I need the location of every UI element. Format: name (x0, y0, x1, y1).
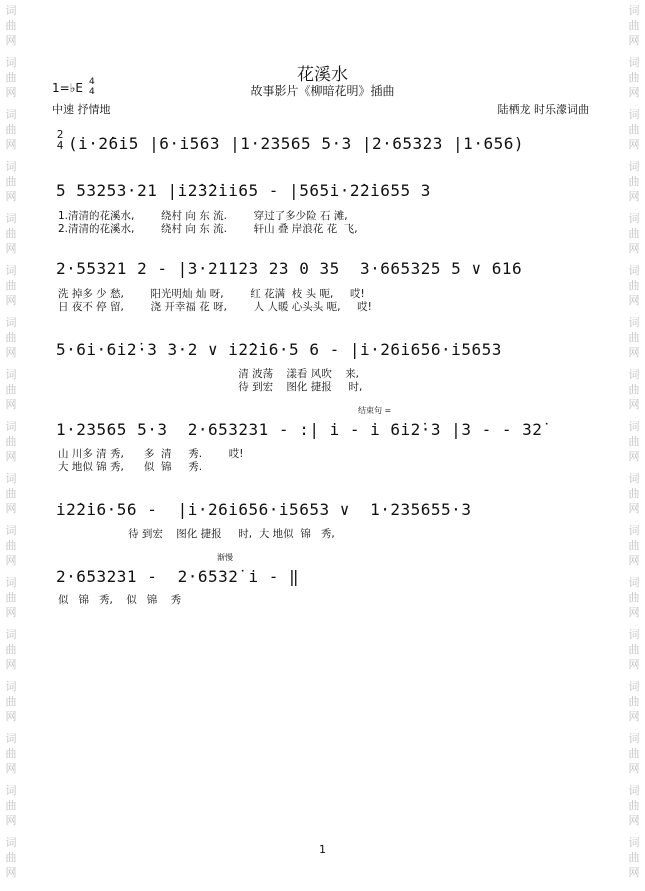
watermark-char: 词 (628, 784, 640, 797)
watermark-column-left (0, 0, 22, 891)
watermark-char: 词 (5, 56, 17, 69)
watermark-char: 网 (5, 450, 17, 463)
time-signature-top: 4 (89, 77, 95, 87)
watermark-char: 词 (628, 680, 640, 693)
score-system-7-notes: 2·653231 - 2·6532̇ i - ‖ (56, 567, 300, 586)
watermark-char: 网 (5, 398, 17, 411)
watermark-char: 曲 (628, 695, 640, 708)
watermark-char: 网 (5, 346, 17, 359)
page-number: 1 (319, 843, 326, 856)
score-system-5-notes: 1·23565 5·3 2·653231 - :| i - i 6i2̇·3 |3 - - 32̇ (56, 420, 543, 439)
composer-credit: 陆栖龙 时乐濛词曲 (497, 103, 589, 116)
watermark-char: 词 (5, 316, 17, 329)
watermark-char: 网 (628, 710, 640, 723)
coda-marker: 结束句 = (358, 406, 392, 415)
watermark-char: 曲 (628, 851, 640, 864)
watermark-char: 网 (628, 398, 640, 411)
watermark-char: 词 (628, 56, 640, 69)
lyric-line: 2.清清的花溪水, 绕村 向 东 流. 轩山 叠 岸浪花 花 飞, (58, 223, 358, 235)
watermark-char: 词 (5, 524, 17, 537)
watermark-char: 词 (5, 160, 17, 173)
watermark-column-right (623, 0, 645, 891)
watermark-char: 词 (628, 472, 640, 485)
score-system-3-notes: 2·55321 2 - |3·21123 23 0 35 3·665325 5 ∨ 616 (56, 259, 523, 278)
watermark-char: 网 (5, 866, 17, 879)
key-signature: 1=♭E (52, 81, 83, 95)
lyric-line: 1.清清的花溪水, 绕村 向 东 流. 穿过了多少险 石 滩, (58, 210, 348, 222)
watermark-char: 网 (628, 866, 640, 879)
watermark-char: 曲 (5, 747, 17, 760)
meter-marking (56, 129, 64, 151)
watermark-char: 词 (5, 472, 17, 485)
lyric-line: 山 川多 清 秀, 多 清 秀. 哎! (58, 448, 244, 460)
watermark-char: 曲 (628, 227, 640, 240)
watermark-char: 曲 (628, 643, 640, 656)
watermark-char: 曲 (628, 123, 640, 136)
watermark-char: 曲 (628, 591, 640, 604)
lyric-line: 待 到宏 图化 捷报 时, (58, 381, 363, 393)
watermark-char: 曲 (5, 19, 17, 32)
watermark-char: 曲 (628, 747, 640, 760)
watermark-char: 曲 (628, 279, 640, 292)
watermark-char: 网 (5, 762, 17, 775)
watermark-char: 曲 (5, 695, 17, 708)
watermark-char: 曲 (5, 123, 17, 136)
watermark-char: 词 (628, 264, 640, 277)
watermark-char: 网 (5, 606, 17, 619)
watermark-char: 网 (5, 814, 17, 827)
watermark-char: 网 (5, 294, 17, 307)
lyric-line: 洗 掉多 少 愁, 阳光明灿 灿 呀, 红 花满 枝 头 呃, 哎! (58, 288, 365, 300)
watermark-char: 曲 (5, 279, 17, 292)
watermark-char: 网 (628, 658, 640, 671)
score-system-1-notes: (i·2̇6i5 |6·i563 |1·23565 5·3 |2·65323 |1·656) (68, 134, 524, 153)
time-signature-bottom: 4 (89, 87, 95, 97)
watermark-char: 网 (628, 34, 640, 47)
watermark-char: 词 (628, 368, 640, 381)
lyric-line: 待 到宏 图化 捷报 时, 大 地似 锦 秀, (58, 528, 335, 540)
watermark-char: 曲 (628, 19, 640, 32)
score-system-6-notes: i2̇2̇i6·56 - |i·26i656·i5653 ∨ 1·235655·3 (56, 500, 472, 519)
watermark-char: 网 (628, 450, 640, 463)
watermark-char: 网 (628, 346, 640, 359)
watermark-char: 曲 (628, 331, 640, 344)
watermark-char: 曲 (628, 175, 640, 188)
watermark-char: 词 (628, 160, 640, 173)
watermark-char: 网 (628, 86, 640, 99)
watermark-char: 网 (5, 86, 17, 99)
song-title: 花溪水 (297, 65, 348, 85)
watermark-char: 网 (5, 190, 17, 203)
watermark-char: 词 (628, 524, 640, 537)
watermark-char: 曲 (5, 591, 17, 604)
lyric-line: 日 夜不 停 留, 浇 开幸福 花 呀, 人 人暖 心头头 呃, 哎! (58, 301, 372, 313)
watermark-char: 词 (5, 212, 17, 225)
watermark-char: 词 (5, 680, 17, 693)
watermark-char: 网 (5, 502, 17, 515)
watermark-char: 词 (5, 420, 17, 433)
watermark-char: 词 (5, 784, 17, 797)
watermark-char: 曲 (5, 643, 17, 656)
watermark-char: 曲 (628, 383, 640, 396)
watermark-char: 曲 (5, 227, 17, 240)
watermark-char: 曲 (628, 487, 640, 500)
watermark-char: 网 (5, 554, 17, 567)
watermark-char: 曲 (5, 539, 17, 552)
ritardando-marker: 渐慢 (217, 553, 233, 562)
watermark-char: 词 (628, 212, 640, 225)
watermark-char: 曲 (5, 71, 17, 84)
watermark-char: 网 (5, 138, 17, 151)
watermark-char: 词 (628, 576, 640, 589)
watermark-char: 曲 (628, 799, 640, 812)
lyric-line: 大 地似 锦 秀, 似 锦 秀. (58, 461, 203, 473)
lyric-line: 似 锦 秀, 似 锦 秀 (58, 594, 182, 606)
watermark-char: 网 (628, 294, 640, 307)
watermark-char: 曲 (628, 71, 640, 84)
watermark-char: 词 (5, 4, 17, 17)
watermark-char: 词 (5, 836, 17, 849)
lyric-line: 清 波荡 漾看 风吹 来, (58, 368, 359, 380)
watermark-char: 词 (628, 316, 640, 329)
watermark-char: 词 (5, 732, 17, 745)
watermark-char: 网 (5, 710, 17, 723)
watermark-char: 网 (628, 242, 640, 255)
watermark-char: 曲 (5, 331, 17, 344)
watermark-char: 词 (5, 628, 17, 641)
watermark-char: 曲 (5, 435, 17, 448)
watermark-char: 网 (628, 190, 640, 203)
watermark-char: 词 (5, 264, 17, 277)
watermark-char: 词 (628, 4, 640, 17)
watermark-char: 词 (628, 836, 640, 849)
score-system-4-notes: 5·6i·6i2̇·3 3·2 ∨ i2̇2̇i6·5 6 - |i·26i656·i5653 (56, 340, 502, 359)
watermark-char: 曲 (628, 539, 640, 552)
meter-top: 2 (56, 128, 64, 141)
tempo-marking: 中速 抒情地 (52, 103, 111, 116)
watermark-char: 网 (628, 502, 640, 515)
watermark-char: 网 (5, 658, 17, 671)
watermark-char: 网 (628, 138, 640, 151)
watermark-char: 曲 (5, 175, 17, 188)
watermark-char: 网 (5, 242, 17, 255)
watermark-char: 词 (5, 368, 17, 381)
watermark-char: 词 (5, 108, 17, 121)
song-subtitle: 故事影片《柳暗花明》插曲 (250, 84, 395, 98)
watermark-char: 网 (628, 814, 640, 827)
watermark-char: 词 (5, 576, 17, 589)
meter-bottom: 4 (56, 139, 64, 152)
watermark-char: 曲 (5, 383, 17, 396)
watermark-char: 网 (628, 606, 640, 619)
watermark-char: 词 (628, 108, 640, 121)
watermark-char: 词 (628, 732, 640, 745)
watermark-char: 曲 (5, 851, 17, 864)
watermark-char: 曲 (628, 435, 640, 448)
watermark-char: 词 (628, 628, 640, 641)
score-system-2-notes: 5 53253·21 |i2̇3̇2̇ii65 - |565i·2̇2̇i655 3 (56, 181, 431, 200)
watermark-char: 网 (628, 762, 640, 775)
watermark-char: 词 (628, 420, 640, 433)
watermark-char: 网 (5, 34, 17, 47)
watermark-char: 曲 (5, 799, 17, 812)
watermark-char: 曲 (5, 487, 17, 500)
watermark-char: 网 (628, 554, 640, 567)
